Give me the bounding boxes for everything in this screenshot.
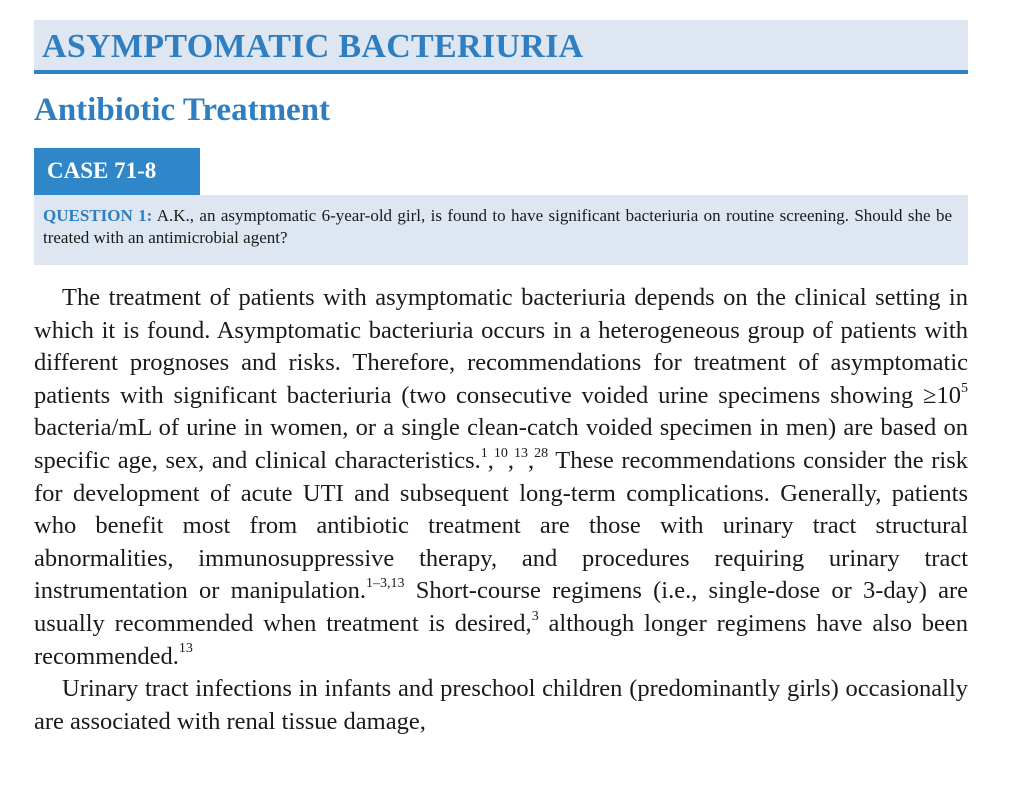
citation-ref: 1 [480,445,488,461]
section-title-bar [34,20,968,74]
paragraph-text: Urinary tract infections in infants and preschool children (predominantly girls) occasionally are associated with renal tissue damage, [34,675,968,735]
body-text [34,282,968,738]
paragraph-text: , [487,446,494,474]
paragraph-2 [34,673,968,738]
paragraph-text: Short-course regimens (i.e., single-dose or 3-day) are usually recommended when treatment is desired, [34,577,968,637]
citation-ref: 28 [534,445,549,461]
case-label: CASE 71-8 [47,158,157,183]
citation-ref: 10 [493,445,508,461]
paragraph-text: although longer regimens have also been recommended. [34,609,968,670]
question-text: A.K., an asymptomatic 6-year-old girl, is found to have significant bacteriuria on routine screening. Should she be treated with an antimicrobial agent? [43,206,952,247]
citation-ref: 1–3,13 [366,576,405,592]
paragraph-text: , [528,446,535,474]
paragraph-1 [34,282,968,673]
paragraph-text: These recommendations consider the risk for development of acute UTI and subsequent long-term complications. Generally, patients who benefit most from antibiotic treatment are those with urinary tract structural abnormalities, immunosuppressive therapy, and procedures requiring urinary tract instrumentation or manipulation. [34,446,969,605]
case-label-tab [34,148,200,195]
question-box [34,195,968,265]
citation-ref: 13 [514,445,529,461]
paragraph-text: The treatment of patients with asymptomatic bacteriuria depends on the clinical setting in which it is found. Asymptomatic bacteriuria occurs in a heterogeneous group of patients with different prognoses and risks. Therefore, recommendations for treatment of asymptomatic patients with significant bacteriuria (two consecutive voided urine specimens showing ≥10 [34,284,968,409]
paragraph-text: , [507,446,515,474]
question-label: QUESTION 1: [43,206,153,225]
citation-ref: 13 [178,641,193,657]
section-title: ASYMPTOMATIC BACTERIURIA [42,28,584,65]
superscript: 5 [961,380,968,396]
subsection-title: Antibiotic Treatment [34,92,331,128]
paragraph-text: bacteria/mL of urine in women, or a single clean-catch voided specimen in men) are based on specific age, sex, and clinical characteristics. [34,414,968,474]
citation-ref: 3 [531,608,539,624]
